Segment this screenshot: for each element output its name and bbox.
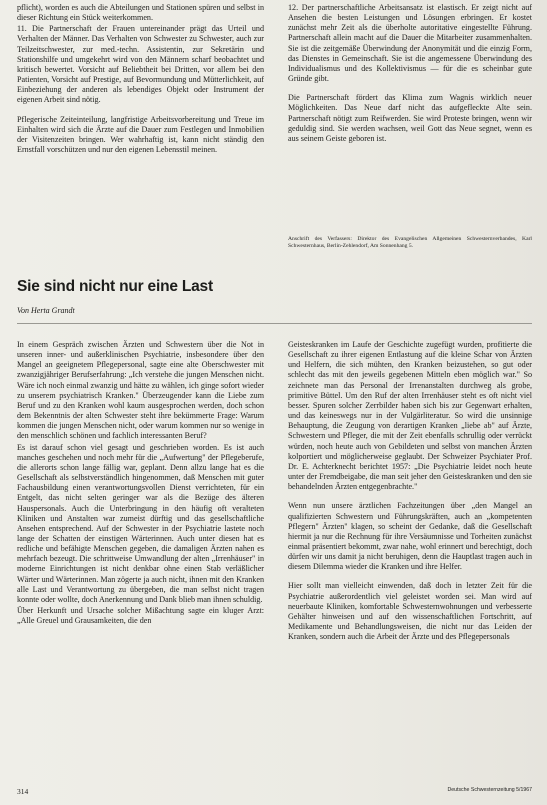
journal-name: Deutsche Schwesternzeitung 5/1967 <box>447 787 532 793</box>
paragraph: Pflegerische Zeiteinteilung, langfristige Arbeitsvorbereitung und Treue im Einhalten wird sich die Ärzte auf die Dauer zum Festlegen und Inmobilien der Visitenzeiten bringen. Wer wahrhaftig ist, kann nicht ständig den Ernstfall vorschützen und nur den eigenen Lebensstil meinen. <box>17 114 264 155</box>
paragraph: Über Herkunft und Ursache solcher Mißachtung sagte ein kluger Arzt: „Alle Greuel und Grausamkeiten, die den <box>17 606 264 626</box>
paragraph: Die Partnerschaft fördert das Klima zum Wagnis wirklich neuer Möglichkeiten. Das Neue darf nicht das aufgefleckte Alte sein. Partnerschaft nötigt zum Reifwerden. Sie wird Proteste bringen, wenn wir geduldig sind. Sie werden wachsen, weil Gott das Neue segnet, wenn es aus seinem Geiste geboren ist. <box>288 93 532 143</box>
paragraph: Es ist darauf schon viel gesagt und geschrieben worden. Es ist auch manches geschehen und noch mehr für die „Aufwertung" der Pflegeberufe, die allerorts schon lange fällig war, geplant. Denn allzu lange hat es die Gesellschaft als selbstverständlich hingenommen, daß Menschen mit guter Fachausbildung einen verantwortungsvollen Dienst verrichteten, für ein Entgelt, das nicht selten geringer war als die Bezüge des älteren Hauspersonals. Auch die Unterbringung in den häufig oft veralteten Kliniken und Anstalten war zumeist dürftig und das gesellschaftliche Ansehen entsprechend. Auf der Schwester in der Psychiatrie lastete noch lange der Schatten der einstigen Wärterinnen. Auch unter diesen hat es redliche und befähigte Menschen gegeben, die damaligen Ärzten nahen es mehrfach bezeugt. Die schrittweise Umwandlung der alten „Irrenhäuser" in moderne Einrichtungen ist nicht denkbar ohne einen Stab verläßlicher Wärter und Wärterinnen. Man zögerte ja auch nicht, ihnen mit den Kranken alle Last und Verantwortung zu übergeben, die man selbst nicht tragen konnte oder wollte, doch Anerkennung und Dank blieb man ihnen schuldig. <box>17 442 264 604</box>
article-column-right <box>288 340 532 781</box>
article-author: Von Herta Grandt <box>17 306 75 315</box>
paragraph: pflicht), worden es auch die Abteilungen und Stationen spüren und selbst in dieser Richtung ein Stück weiterkommen. <box>17 3 264 23</box>
article-column-left <box>17 340 264 781</box>
author-address-note: Anschrift des Verfassers: Direktor des Evangelischen Allgemeinen Schwesternverbandes, Karl Schwesternhaus, Berlin-Zehlendorf, Am Sonnenhang 5. <box>288 236 532 249</box>
paragraph: Wenn nun unsere ärztlichen Fachzeitungen über „den Mangel an qualifizierten Schwestern und Führungskräften, auch an „kompetenten Pflegern" Ärzten" klagen, so scheint der Gedanke, daß die Gesellschaft hiermit ja nur die Rechnung für ihre Versäumnisse und Torheiten zunächst einmal präsentiert bekommt, zwar nahe, wohl erinnert und berechtigt, doch dürfen wir uns damit ja nicht beruhigen, denn die Hauptlast tragen auch in diesem Dilemma wieder die Kranken und ihre Helfer. <box>288 501 532 572</box>
top-right-column <box>288 3 532 193</box>
divider <box>17 323 532 324</box>
paragraph: 11. Die Partnerschaft der Frauen untereinander prägt das Urteil und Verhalten der Männer. Das Verhalten von Schwester zu Schwester, auch zur Teilzeitschwester, zur med.-techn. Assistentin, zur Sekretärin und Stationshilfe und umgekehrt wird von den Männern scharf beobachtet und kritisch bewertet. Vorsicht auf Beliebtheit bei Dritten, vor allem bei den Patienten, Vorsicht auf Prestige, auf Bevormundung und Mütterlichkeit, auf Einbeziehung der anderen als lebendiges Objekt oder Instrument der eigenen Arbeit sind nötig. <box>17 24 264 105</box>
paragraph: 12. Der partnerschaftliche Arbeitsansatz ist elastisch. Er zeigt nicht auf Ansehen die besten Leistungen und Lösungen erbringen. Er kostet zunächst mehr Zeit als die überholte autoritative eingestellte Führung. Partnerschaft allein macht auf die Dauer die Mitarbeiter zusammenhalten. Sie ist die zeitgemäße Überwindung der Anonymität und die einzig Form, das Dienstes in Gemeinschaft. Sie ist die angemessene Überwindung des Individualismus und des Kollektivismus — für die es scheinbar gute Gründe gibt. <box>288 3 532 84</box>
page-number: 314 <box>17 787 29 796</box>
top-left-column <box>17 3 264 243</box>
paragraph: In einem Gespräch zwischen Ärzten und Schwestern über die Not in unseren inner- und außerklinischen Psychiatrie, insbesondere über den Mangel an geeignetem Pflegepersonal, sagte eine alte Oberschwester mit zwanzigjähriger Berufserfahrung: „Ich verstehe die jungen Menschen nicht. Wäre ich noch einmal zwanzig und hätte zu wählen, ich ginge sofort wieder zu unserem psychiatrisch Kranken." Überzeugender kann die Liebe zum Beruf und zu den Kranken wohl kaum ausgesprochen werden, doch schon dem Bekenntnis der alten Schwester steht ihre bekümmerte Frage: Warum kommen die jungen Menschen nicht, oder warum kommen nur so wenige in den menschlich schönen und fachlich interessanten Beruf? <box>17 340 264 441</box>
article-title: Sie sind nicht nur eine Last <box>17 278 213 295</box>
paragraph: Hier sollt man vielleicht einwenden, daß doch in letzter Zeit für die Psychiatrie außerordentlich viel geleistet worden sei. Man wird auf neuerbaute Kliniken, komfortable Schwesternwohnungen und verbesserte Gehälter hinweisen und auf den wissenschaftlichen Fortschritt, auf Medikamente und Behandlungsweisen, die nicht nur das Leiden der Kranken, sondern auch die Arbeit der Ärzte und des Pflegepersonals <box>288 581 532 642</box>
paragraph: Geisteskranken im Laufe der Geschichte zugefügt wurden, profitierte die Gesellschaft zu ihrer eigenen Entlastung auf die kleine Schar von Ärzten und Helfern, die sich mühten, den Kranken beizustehen, so gut oder schlecht das mit den jeweils gegebenen Mitteln eben möglich war." So zeichnete man das Personal der Irrenanstalten durchweg als grobe, primitive Büttel. Um den Ruf der alten Irrenhäuser steht es oft nicht viel besser. Spuren solcher Zerrbilder haben sich bis zur Gegenwart erhalten, und das keineswegs nur in der Vulgärliteratur. So wird die unsinnige Behauptung, die Zeugung von derartigen Kranken „liebe ab" auf Ärzte, Schwestern und Pfleger, die mit der Zeit ebenfalls schrullig oder verrückt würden, noch heute auch von Gebildeten und selbst von manchen Ärzten kolportiert und möglicherweise geglaubt. Der Schweizer Psychiater Prof. Dr. E. Achterknecht berichtet 1957: „Die Psychiatrie leidet noch heute unter der Fremdbeigabe, die man seit jeher den Geisteskranken und den sie behandelnden Ärzten entgegenbrachte." <box>288 340 532 492</box>
